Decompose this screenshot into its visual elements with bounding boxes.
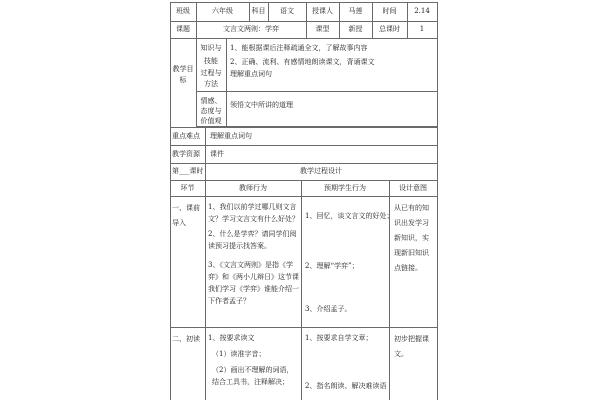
knowledge-item: 2、正确、流利、有感情地朗读课文，背诵课文 (230, 58, 375, 66)
rule (170, 145, 437, 146)
objectives-label: 教学目标 (172, 65, 194, 84)
student-action: 2、指名朗读、解决难读语 (305, 382, 387, 390)
teacher-action: 3、《文言文两则》是指《学弈》和《两小儿辩日》这节课我们学习《学弈》谁能介绍一下作者孟子？ (208, 261, 299, 305)
student-action: 3、介绍孟子。 (305, 305, 352, 313)
rule (170, 180, 437, 181)
time-value: 2.14 (414, 7, 430, 15)
grade-value: 六年级 (212, 7, 233, 15)
emotion-text: 领悟文中所讲的道理 (230, 101, 293, 109)
rule (170, 21, 437, 22)
rule (196, 38, 197, 127)
grade-label: 班级 (176, 7, 190, 15)
knowledge-item: 1、能根据课后注释疏通全文，了解故事内容 (230, 44, 368, 52)
column-header-intent: 设计意图 (399, 184, 427, 192)
teacher-action: 1、我们以前学过哪几则文言文？学习文言文有什么好处？ (208, 203, 299, 223)
design-intent: 从已有的知识出发学习新知识，实现新旧知识点链接。 (394, 204, 429, 272)
rule (170, 163, 437, 164)
teacher-label: 授课人 (312, 7, 333, 15)
topic-label: 课题 (176, 25, 190, 33)
total-label: 总课时 (379, 25, 400, 33)
design-intent: 初步把握课文。 (394, 335, 429, 358)
rule (170, 2, 437, 3)
teacher-action: 2、什么是学弈？请同学们阅读预习提示找答案。 (208, 230, 297, 250)
stage-name: 二、初读 (172, 335, 200, 343)
teacher-action: （1）读准字音； (212, 350, 266, 358)
process-label: 过程与方法 (200, 69, 222, 88)
rule (170, 327, 437, 328)
rule (226, 38, 227, 127)
key-points-text: 理解重点词句 (210, 132, 252, 140)
stage-name: 一、课前导入 (172, 204, 200, 227)
teacher-value: 马莲 (348, 7, 363, 15)
type-label: 课型 (315, 25, 330, 33)
column-header-teacher: 教师行为 (239, 184, 267, 192)
teacher-action: 1、按要求读文 (208, 334, 255, 342)
type-value: 新授 (348, 25, 363, 33)
total-value: 1 (419, 25, 425, 33)
lesson-label: 第___课时 (172, 167, 204, 175)
rule (170, 127, 437, 128)
rule (170, 38, 437, 39)
column-header-student: 预期学生行为 (324, 184, 366, 192)
rule (196, 91, 437, 92)
resources-text: 课件 (210, 150, 224, 158)
rule (205, 196, 206, 400)
resources-label: 教学资源 (172, 150, 200, 158)
key-points-label: 重点难点 (172, 132, 200, 140)
teacher-action: （2）画出不理解的词语，结合工具书，注释解决； (212, 366, 294, 386)
student-action: 2、理解“学弈”； (305, 262, 359, 270)
subject-value: 语文 (280, 7, 294, 15)
rule (437, 2, 438, 400)
student-action: 1、按要求自学文章； (305, 334, 373, 342)
rule (170, 2, 171, 400)
emotion-label: 情感、态度与价值观 (200, 97, 222, 125)
topic-value: 文言文两则：学弈 (223, 25, 279, 33)
column-header-stage: 环节 (180, 184, 195, 192)
subject-label: 科目 (251, 7, 266, 15)
lesson-title: 教学过程设计 (300, 167, 342, 175)
rule (301, 180, 302, 400)
knowledge-label: 知识与技能 (200, 44, 222, 65)
rule (170, 196, 437, 197)
process-text: 理解重点词句 (230, 70, 272, 78)
student-action: 1、回忆，谈文言文的好处； (305, 212, 394, 220)
time-label: 时间 (382, 7, 397, 15)
